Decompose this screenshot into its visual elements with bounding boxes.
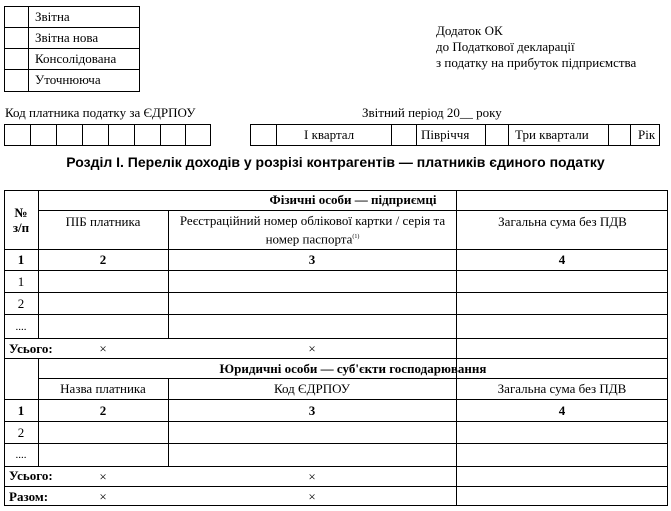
- period-year: Рік: [638, 127, 656, 142]
- cross-mark: ×: [99, 340, 107, 356]
- individuals-col-name: ПІБ платника: [65, 214, 141, 229]
- row-num: 2: [17, 295, 25, 311]
- colnum-3: 3: [308, 252, 316, 267]
- colnum-3: 3: [308, 402, 316, 418]
- period-label: Звітний період 20__ року: [362, 105, 502, 120]
- entities-col-name: Назва платника: [60, 381, 146, 396]
- row-num: 1: [17, 273, 25, 289]
- individuals-title: Фізичні особи — підприємці: [269, 192, 437, 207]
- entities-col-code: Код ЄДРПОУ: [274, 381, 350, 396]
- entities-title: Юридичні особи — суб'єкти господарювання: [219, 360, 487, 376]
- period-half: Півріччя: [421, 127, 470, 142]
- addendum-line2: до Податкової декларації: [436, 39, 575, 54]
- period-9m: Три квартали: [515, 127, 589, 142]
- cross-mark: ×: [99, 488, 107, 504]
- colnum-4: 4: [558, 402, 566, 418]
- edrpou-label: Код платника податку за ЄДРПОУ: [5, 105, 196, 120]
- type-reporting: Звітна: [35, 9, 70, 24]
- cross-mark: ×: [308, 488, 316, 504]
- entities-col-sum: Загальна сума без ПДВ: [497, 381, 627, 396]
- total-label: Усього:: [9, 341, 53, 356]
- addendum-line3: з податку на прибуток підприємства: [436, 55, 637, 70]
- colnum-2: 2: [99, 402, 107, 418]
- addendum-line1: Додаток ОК: [436, 23, 503, 38]
- period-q1: І квартал: [304, 127, 355, 142]
- individuals-col-id-text: Реєстраційний номер облікової картки / серія та номер паспорта: [179, 213, 446, 247]
- row-num: ....: [15, 449, 27, 461]
- type-clarifying: Уточнююча: [35, 72, 101, 87]
- row-num: 2: [17, 424, 25, 440]
- individuals-col-id: [169, 211, 456, 249]
- colnum-2: 2: [99, 252, 107, 267]
- cross-mark: ×: [308, 468, 316, 484]
- colnum-1: 1: [17, 402, 25, 418]
- grand-total-label: Разом:: [9, 489, 49, 504]
- type-consolidated: Консолідована: [35, 51, 117, 66]
- cross-mark: ×: [308, 340, 316, 356]
- row-num: ....: [15, 320, 27, 333]
- individuals-col-sum: Загальна сума без ПДВ: [498, 214, 627, 229]
- num-header: № з/п: [12, 204, 30, 235]
- individuals-col-id-note: (1): [352, 234, 360, 240]
- type-reporting-new: Звітна нова: [35, 30, 99, 45]
- section-title: Розділ І. Перелік доходів у розрізі контрагентів — платників єдиного податку: [66, 154, 605, 170]
- total-label: Усього:: [9, 468, 53, 483]
- colnum-1: 1: [17, 252, 25, 267]
- colnum-4: 4: [558, 252, 566, 267]
- cross-mark: ×: [99, 468, 107, 484]
